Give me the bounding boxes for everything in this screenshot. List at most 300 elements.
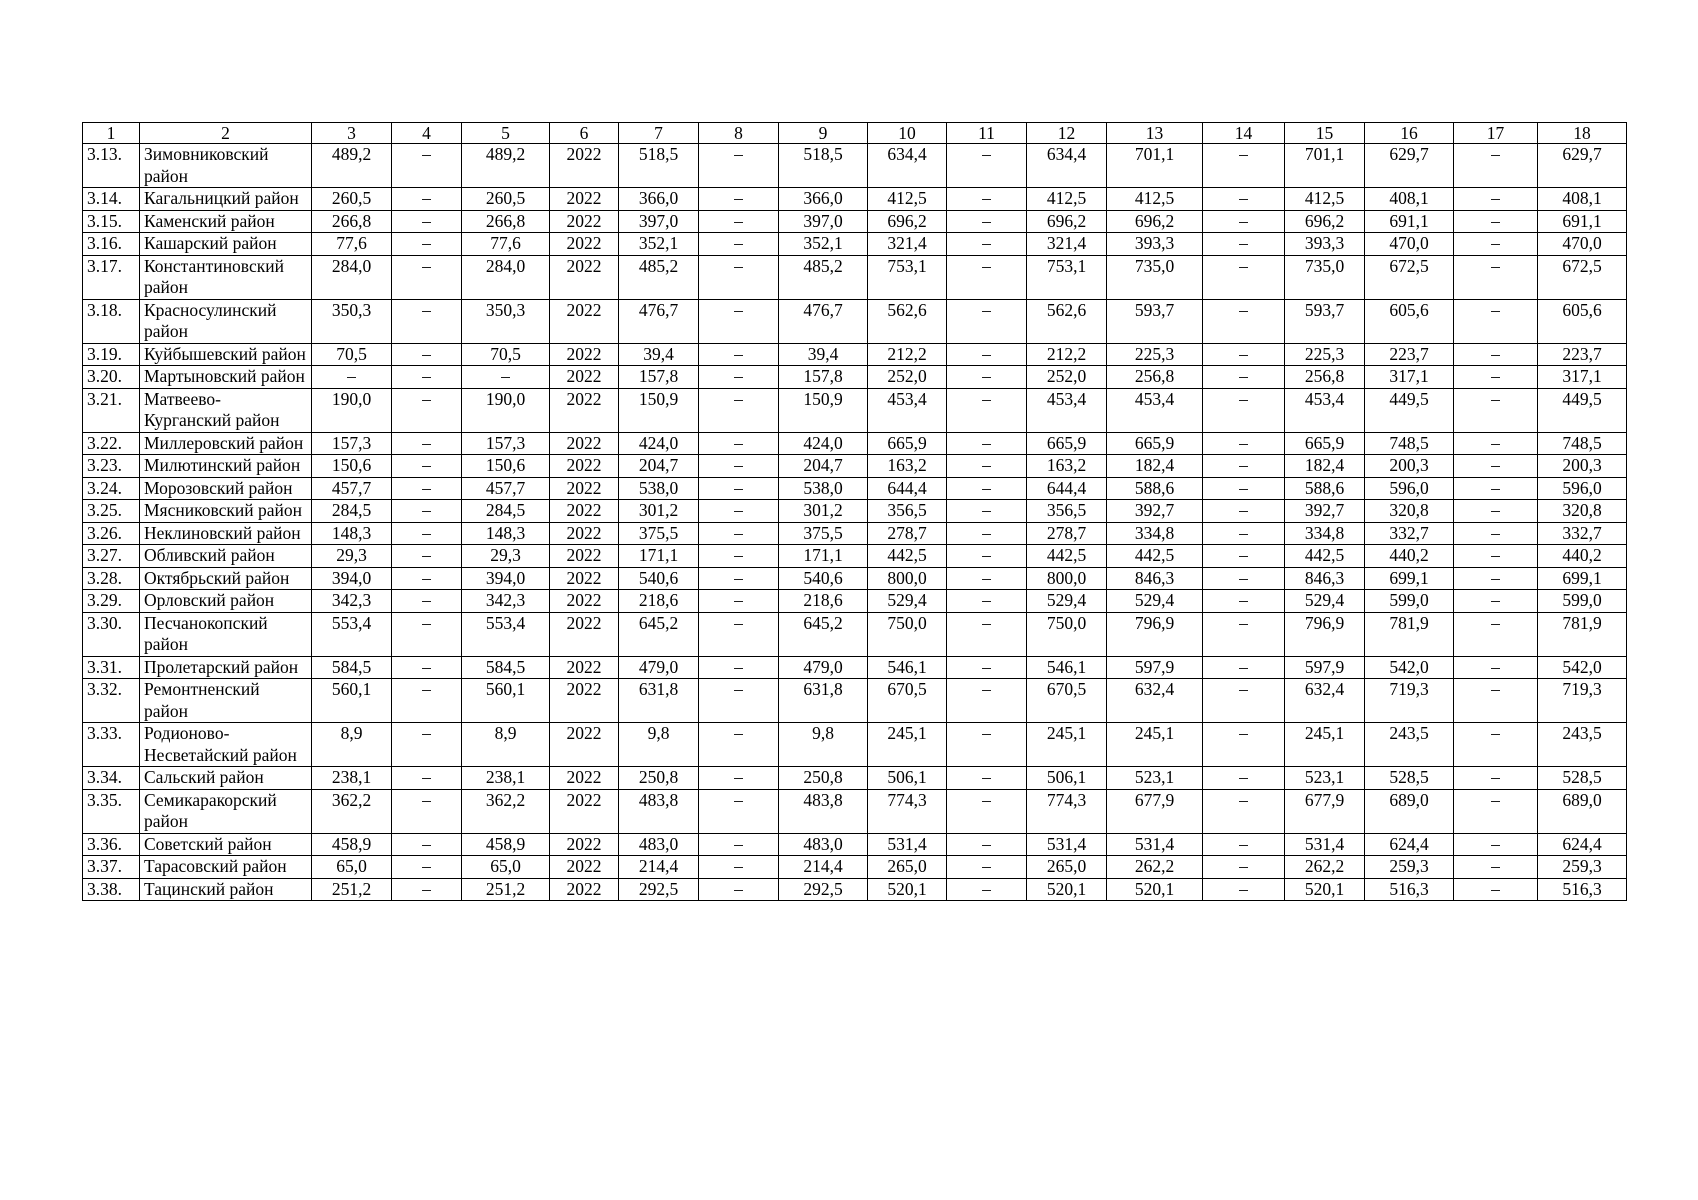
value-cell: – — [392, 455, 462, 478]
value-cell: – — [392, 210, 462, 233]
value-cell: – — [699, 767, 779, 790]
value-cell: – — [947, 545, 1027, 568]
column-number-cell: 17 — [1454, 123, 1538, 144]
value-cell: – — [392, 723, 462, 767]
value-cell: 796,9 — [1107, 612, 1203, 656]
value-cell: 696,2 — [1027, 210, 1107, 233]
row-code-cell: 3.17. — [83, 255, 140, 299]
value-cell: 9,8 — [779, 723, 868, 767]
value-cell: – — [1454, 612, 1538, 656]
value-cell: 171,1 — [619, 545, 699, 568]
value-cell: – — [947, 343, 1027, 366]
value-cell: – — [392, 522, 462, 545]
value-cell: 483,0 — [619, 833, 699, 856]
value-cell: 748,5 — [1538, 432, 1627, 455]
value-cell: 689,0 — [1538, 789, 1627, 833]
value-cell: 597,9 — [1285, 656, 1365, 679]
value-cell: 2022 — [550, 500, 619, 523]
value-cell: 2022 — [550, 455, 619, 478]
value-cell: – — [947, 789, 1027, 833]
value-cell: 442,5 — [1027, 545, 1107, 568]
value-cell: – — [699, 366, 779, 389]
value-cell: – — [392, 679, 462, 723]
value-cell: – — [1203, 255, 1285, 299]
value-cell: – — [1203, 679, 1285, 723]
value-cell: – — [699, 210, 779, 233]
district-name-cell: Миллеровский район — [140, 432, 312, 455]
value-cell: 528,5 — [1365, 767, 1454, 790]
value-cell: 518,5 — [779, 144, 868, 188]
value-cell: – — [1203, 188, 1285, 211]
value-cell: 523,1 — [1285, 767, 1365, 790]
column-number-cell: 2 — [140, 123, 312, 144]
value-cell: 2022 — [550, 612, 619, 656]
value-cell: 457,7 — [462, 477, 550, 500]
district-name-cell: Сальский район — [140, 767, 312, 790]
value-cell: 182,4 — [1107, 455, 1203, 478]
value-cell: 584,5 — [312, 656, 392, 679]
table-row — [83, 366, 1627, 389]
value-cell: 238,1 — [462, 767, 550, 790]
row-code-cell: 3.27. — [83, 545, 140, 568]
value-cell: 516,3 — [1538, 878, 1627, 901]
value-cell: 631,8 — [779, 679, 868, 723]
district-name-cell: Матвеево-Курганский район — [140, 388, 312, 432]
value-cell: 596,0 — [1365, 477, 1454, 500]
value-cell: 225,3 — [1107, 343, 1203, 366]
value-cell: 800,0 — [1027, 567, 1107, 590]
value-cell: 332,7 — [1365, 522, 1454, 545]
table-row — [83, 522, 1627, 545]
value-cell: – — [699, 856, 779, 879]
value-cell: 538,0 — [619, 477, 699, 500]
value-cell: – — [462, 366, 550, 389]
value-cell: 214,4 — [779, 856, 868, 879]
value-cell: – — [947, 388, 1027, 432]
value-cell: 440,2 — [1538, 545, 1627, 568]
value-cell: – — [1454, 500, 1538, 523]
value-cell: – — [947, 833, 1027, 856]
value-cell: 529,4 — [1285, 590, 1365, 613]
value-cell: 593,7 — [1107, 299, 1203, 343]
table-row — [83, 233, 1627, 256]
value-cell: 350,3 — [312, 299, 392, 343]
value-cell: – — [1454, 833, 1538, 856]
value-cell: 8,9 — [312, 723, 392, 767]
value-cell: 223,7 — [1365, 343, 1454, 366]
value-cell: 366,0 — [779, 188, 868, 211]
value-cell: – — [1454, 210, 1538, 233]
value-cell: 259,3 — [1538, 856, 1627, 879]
row-code-cell: 3.24. — [83, 477, 140, 500]
value-cell: 605,6 — [1365, 299, 1454, 343]
value-cell: 800,0 — [868, 567, 947, 590]
value-cell: 584,5 — [462, 656, 550, 679]
value-cell: 483,0 — [779, 833, 868, 856]
value-cell: 506,1 — [1027, 767, 1107, 790]
value-cell: 2022 — [550, 522, 619, 545]
value-cell: 266,8 — [312, 210, 392, 233]
row-code-cell: 3.23. — [83, 455, 140, 478]
value-cell: 212,2 — [868, 343, 947, 366]
value-cell: – — [699, 233, 779, 256]
row-code-cell: 3.22. — [83, 432, 140, 455]
row-code-cell: 3.25. — [83, 500, 140, 523]
value-cell: – — [699, 477, 779, 500]
value-cell: – — [1454, 590, 1538, 613]
value-cell: 696,2 — [1285, 210, 1365, 233]
value-cell: – — [1454, 388, 1538, 432]
value-cell: 2022 — [550, 545, 619, 568]
value-cell: – — [947, 255, 1027, 299]
value-cell: 317,1 — [1365, 366, 1454, 389]
value-cell: 214,4 — [619, 856, 699, 879]
value-cell: 2022 — [550, 432, 619, 455]
value-cell: 284,0 — [312, 255, 392, 299]
value-cell: 182,4 — [1285, 455, 1365, 478]
value-cell: – — [947, 522, 1027, 545]
value-cell: – — [699, 388, 779, 432]
row-code-cell: 3.34. — [83, 767, 140, 790]
value-cell: 39,4 — [619, 343, 699, 366]
value-cell: 624,4 — [1365, 833, 1454, 856]
district-name-cell: Мартыновский район — [140, 366, 312, 389]
table-row — [83, 545, 1627, 568]
table-row — [83, 144, 1627, 188]
table-row — [83, 767, 1627, 790]
value-cell: 375,5 — [619, 522, 699, 545]
value-cell: – — [392, 500, 462, 523]
value-cell: 750,0 — [1027, 612, 1107, 656]
value-cell: 292,5 — [779, 878, 868, 901]
value-cell: 489,2 — [312, 144, 392, 188]
table-row — [83, 432, 1627, 455]
value-cell: 408,1 — [1538, 188, 1627, 211]
row-code-cell: 3.26. — [83, 522, 140, 545]
value-cell: – — [392, 833, 462, 856]
column-number-cell: 18 — [1538, 123, 1627, 144]
value-cell: 485,2 — [779, 255, 868, 299]
value-cell: 394,0 — [462, 567, 550, 590]
value-cell: 483,8 — [779, 789, 868, 833]
value-cell: 531,4 — [1027, 833, 1107, 856]
value-cell: – — [1454, 856, 1538, 879]
value-cell: 553,4 — [462, 612, 550, 656]
value-cell: 375,5 — [779, 522, 868, 545]
district-name-cell: Каменский район — [140, 210, 312, 233]
value-cell: – — [1203, 545, 1285, 568]
district-name-cell: Семикаракорский район — [140, 789, 312, 833]
value-cell: 65,0 — [462, 856, 550, 879]
value-cell: 260,5 — [462, 188, 550, 211]
value-cell: – — [699, 723, 779, 767]
value-cell: 412,5 — [1285, 188, 1365, 211]
value-cell: 284,5 — [312, 500, 392, 523]
row-code-cell: 3.21. — [83, 388, 140, 432]
value-cell: – — [1454, 144, 1538, 188]
value-cell: 442,5 — [1107, 545, 1203, 568]
value-cell: – — [1454, 366, 1538, 389]
value-cell: – — [1454, 343, 1538, 366]
district-name-cell: Ремонтненский район — [140, 679, 312, 723]
value-cell: 2022 — [550, 366, 619, 389]
value-cell: 476,7 — [779, 299, 868, 343]
value-cell: 412,5 — [1027, 188, 1107, 211]
value-cell: 200,3 — [1538, 455, 1627, 478]
value-cell: 753,1 — [1027, 255, 1107, 299]
value-cell: – — [1203, 833, 1285, 856]
value-cell: 518,5 — [619, 144, 699, 188]
value-cell: – — [947, 590, 1027, 613]
value-cell: 485,2 — [619, 255, 699, 299]
value-cell: – — [947, 723, 1027, 767]
district-name-cell: Мясниковский район — [140, 500, 312, 523]
value-cell: 670,5 — [1027, 679, 1107, 723]
value-cell: 352,1 — [779, 233, 868, 256]
value-cell: 644,4 — [868, 477, 947, 500]
value-cell: 489,2 — [462, 144, 550, 188]
value-cell: 665,9 — [1027, 432, 1107, 455]
value-cell: 424,0 — [779, 432, 868, 455]
value-cell: – — [392, 477, 462, 500]
value-cell: 190,0 — [312, 388, 392, 432]
value-cell: – — [1203, 789, 1285, 833]
value-cell: 597,9 — [1107, 656, 1203, 679]
value-cell: 2022 — [550, 255, 619, 299]
value-cell: 520,1 — [1107, 878, 1203, 901]
value-cell: 588,6 — [1285, 477, 1365, 500]
value-cell: 204,7 — [619, 455, 699, 478]
table-row — [83, 856, 1627, 879]
value-cell: 476,7 — [619, 299, 699, 343]
value-cell: 453,4 — [868, 388, 947, 432]
value-cell: – — [392, 567, 462, 590]
district-name-cell: Зимовниковский район — [140, 144, 312, 188]
value-cell: 200,3 — [1365, 455, 1454, 478]
value-cell: 157,8 — [619, 366, 699, 389]
value-cell: 774,3 — [868, 789, 947, 833]
value-cell: – — [1203, 856, 1285, 879]
value-cell: 252,0 — [1027, 366, 1107, 389]
value-cell: 562,6 — [1027, 299, 1107, 343]
value-cell: – — [947, 656, 1027, 679]
value-cell: 665,9 — [1285, 432, 1365, 455]
value-cell: 593,7 — [1285, 299, 1365, 343]
row-code-cell: 3.33. — [83, 723, 140, 767]
value-cell: 70,5 — [462, 343, 550, 366]
value-cell: 251,2 — [462, 878, 550, 901]
value-cell: 631,8 — [619, 679, 699, 723]
district-name-cell: Обливский район — [140, 545, 312, 568]
value-cell: 39,4 — [779, 343, 868, 366]
value-cell: – — [1454, 679, 1538, 723]
district-name-cell: Кагальницкий район — [140, 188, 312, 211]
value-cell: – — [1203, 343, 1285, 366]
value-cell: – — [1203, 612, 1285, 656]
value-cell: – — [392, 656, 462, 679]
value-cell: – — [699, 545, 779, 568]
value-cell: – — [947, 856, 1027, 879]
value-cell: 470,0 — [1538, 233, 1627, 256]
value-cell: 846,3 — [1107, 567, 1203, 590]
value-cell: – — [392, 590, 462, 613]
value-cell: 362,2 — [462, 789, 550, 833]
value-cell: – — [699, 343, 779, 366]
value-cell: 605,6 — [1538, 299, 1627, 343]
value-cell: 2022 — [550, 679, 619, 723]
value-cell: 8,9 — [462, 723, 550, 767]
row-code-cell: 3.19. — [83, 343, 140, 366]
table-row — [83, 455, 1627, 478]
value-cell: – — [312, 366, 392, 389]
value-cell: – — [392, 233, 462, 256]
row-code-cell: 3.32. — [83, 679, 140, 723]
value-cell: – — [1454, 723, 1538, 767]
table-row — [83, 833, 1627, 856]
column-number-cell: 4 — [392, 123, 462, 144]
table-row — [83, 878, 1627, 901]
value-cell: – — [1203, 723, 1285, 767]
value-cell: – — [1203, 567, 1285, 590]
value-cell: 634,4 — [1027, 144, 1107, 188]
value-cell: 453,4 — [1027, 388, 1107, 432]
column-number-cell: 7 — [619, 123, 699, 144]
value-cell: 546,1 — [1027, 656, 1107, 679]
value-cell: – — [699, 679, 779, 723]
value-cell: – — [1454, 878, 1538, 901]
value-cell: 2022 — [550, 188, 619, 211]
value-cell: – — [699, 833, 779, 856]
value-cell: 284,5 — [462, 500, 550, 523]
value-cell: 334,8 — [1107, 522, 1203, 545]
value-cell: – — [699, 878, 779, 901]
value-cell: 538,0 — [779, 477, 868, 500]
row-code-cell: 3.15. — [83, 210, 140, 233]
value-cell: 408,1 — [1365, 188, 1454, 211]
value-cell: 243,5 — [1365, 723, 1454, 767]
value-cell: – — [1454, 455, 1538, 478]
value-cell: – — [1454, 545, 1538, 568]
column-number-cell: 10 — [868, 123, 947, 144]
value-cell: 245,1 — [1027, 723, 1107, 767]
value-cell: – — [1203, 233, 1285, 256]
value-cell: 701,1 — [1285, 144, 1365, 188]
value-cell: 2022 — [550, 567, 619, 590]
value-cell: 321,4 — [1027, 233, 1107, 256]
value-cell: 634,4 — [868, 144, 947, 188]
value-cell: – — [392, 878, 462, 901]
value-cell: 483,8 — [619, 789, 699, 833]
value-cell: 560,1 — [312, 679, 392, 723]
table-row — [83, 500, 1627, 523]
value-cell: 672,5 — [1538, 255, 1627, 299]
value-cell: 245,1 — [1107, 723, 1203, 767]
row-code-cell: 3.30. — [83, 612, 140, 656]
value-cell: – — [699, 299, 779, 343]
row-code-cell: 3.31. — [83, 656, 140, 679]
value-cell: 677,9 — [1107, 789, 1203, 833]
value-cell: 366,0 — [619, 188, 699, 211]
value-cell: 150,9 — [779, 388, 868, 432]
district-name-cell: Песчанокопский район — [140, 612, 312, 656]
value-cell: 699,1 — [1538, 567, 1627, 590]
value-cell: 520,1 — [1285, 878, 1365, 901]
value-cell: 696,2 — [1107, 210, 1203, 233]
value-cell: – — [1203, 299, 1285, 343]
column-number-row — [83, 123, 1627, 144]
value-cell: 250,8 — [619, 767, 699, 790]
value-cell: – — [947, 188, 1027, 211]
value-cell: 393,3 — [1285, 233, 1365, 256]
value-cell: 531,4 — [868, 833, 947, 856]
value-cell: 529,4 — [1027, 590, 1107, 613]
column-number-cell: 9 — [779, 123, 868, 144]
table-row — [83, 255, 1627, 299]
value-cell: 157,3 — [462, 432, 550, 455]
value-cell: 2022 — [550, 144, 619, 188]
row-code-cell: 3.16. — [83, 233, 140, 256]
value-cell: 2022 — [550, 723, 619, 767]
value-cell: 2022 — [550, 656, 619, 679]
district-name-cell: Тарасовский район — [140, 856, 312, 879]
column-number-cell: 8 — [699, 123, 779, 144]
value-cell: – — [392, 432, 462, 455]
value-cell: – — [947, 233, 1027, 256]
value-cell: 753,1 — [868, 255, 947, 299]
value-cell: 163,2 — [868, 455, 947, 478]
value-cell: 397,0 — [779, 210, 868, 233]
value-cell: – — [1203, 522, 1285, 545]
value-cell: 701,1 — [1107, 144, 1203, 188]
value-cell: 262,2 — [1107, 856, 1203, 879]
value-cell: 735,0 — [1107, 255, 1203, 299]
value-cell: 449,5 — [1538, 388, 1627, 432]
value-cell: 251,2 — [312, 878, 392, 901]
value-cell: 2022 — [550, 878, 619, 901]
district-name-cell: Милютинский район — [140, 455, 312, 478]
value-cell: 9,8 — [619, 723, 699, 767]
value-cell: 531,4 — [1285, 833, 1365, 856]
value-cell: 225,3 — [1285, 343, 1365, 366]
value-cell: 190,0 — [462, 388, 550, 432]
table-row — [83, 590, 1627, 613]
column-number-cell: 11 — [947, 123, 1027, 144]
value-cell: – — [699, 432, 779, 455]
value-cell: – — [392, 856, 462, 879]
value-cell: 599,0 — [1538, 590, 1627, 613]
value-cell: 278,7 — [868, 522, 947, 545]
value-cell: 150,9 — [619, 388, 699, 432]
value-cell: 699,1 — [1365, 567, 1454, 590]
value-cell: – — [699, 612, 779, 656]
value-cell: 588,6 — [1107, 477, 1203, 500]
table-row — [83, 723, 1627, 767]
value-cell: – — [947, 455, 1027, 478]
table-row — [83, 343, 1627, 366]
value-cell: 342,3 — [462, 590, 550, 613]
value-cell: 750,0 — [868, 612, 947, 656]
value-cell: 453,4 — [1107, 388, 1203, 432]
value-cell: 672,5 — [1365, 255, 1454, 299]
column-number-cell: 14 — [1203, 123, 1285, 144]
value-cell: 2022 — [550, 789, 619, 833]
value-cell: 332,7 — [1538, 522, 1627, 545]
value-cell: – — [947, 878, 1027, 901]
value-cell: – — [699, 567, 779, 590]
row-code-cell: 3.36. — [83, 833, 140, 856]
value-cell: – — [947, 567, 1027, 590]
value-cell: 458,9 — [312, 833, 392, 856]
